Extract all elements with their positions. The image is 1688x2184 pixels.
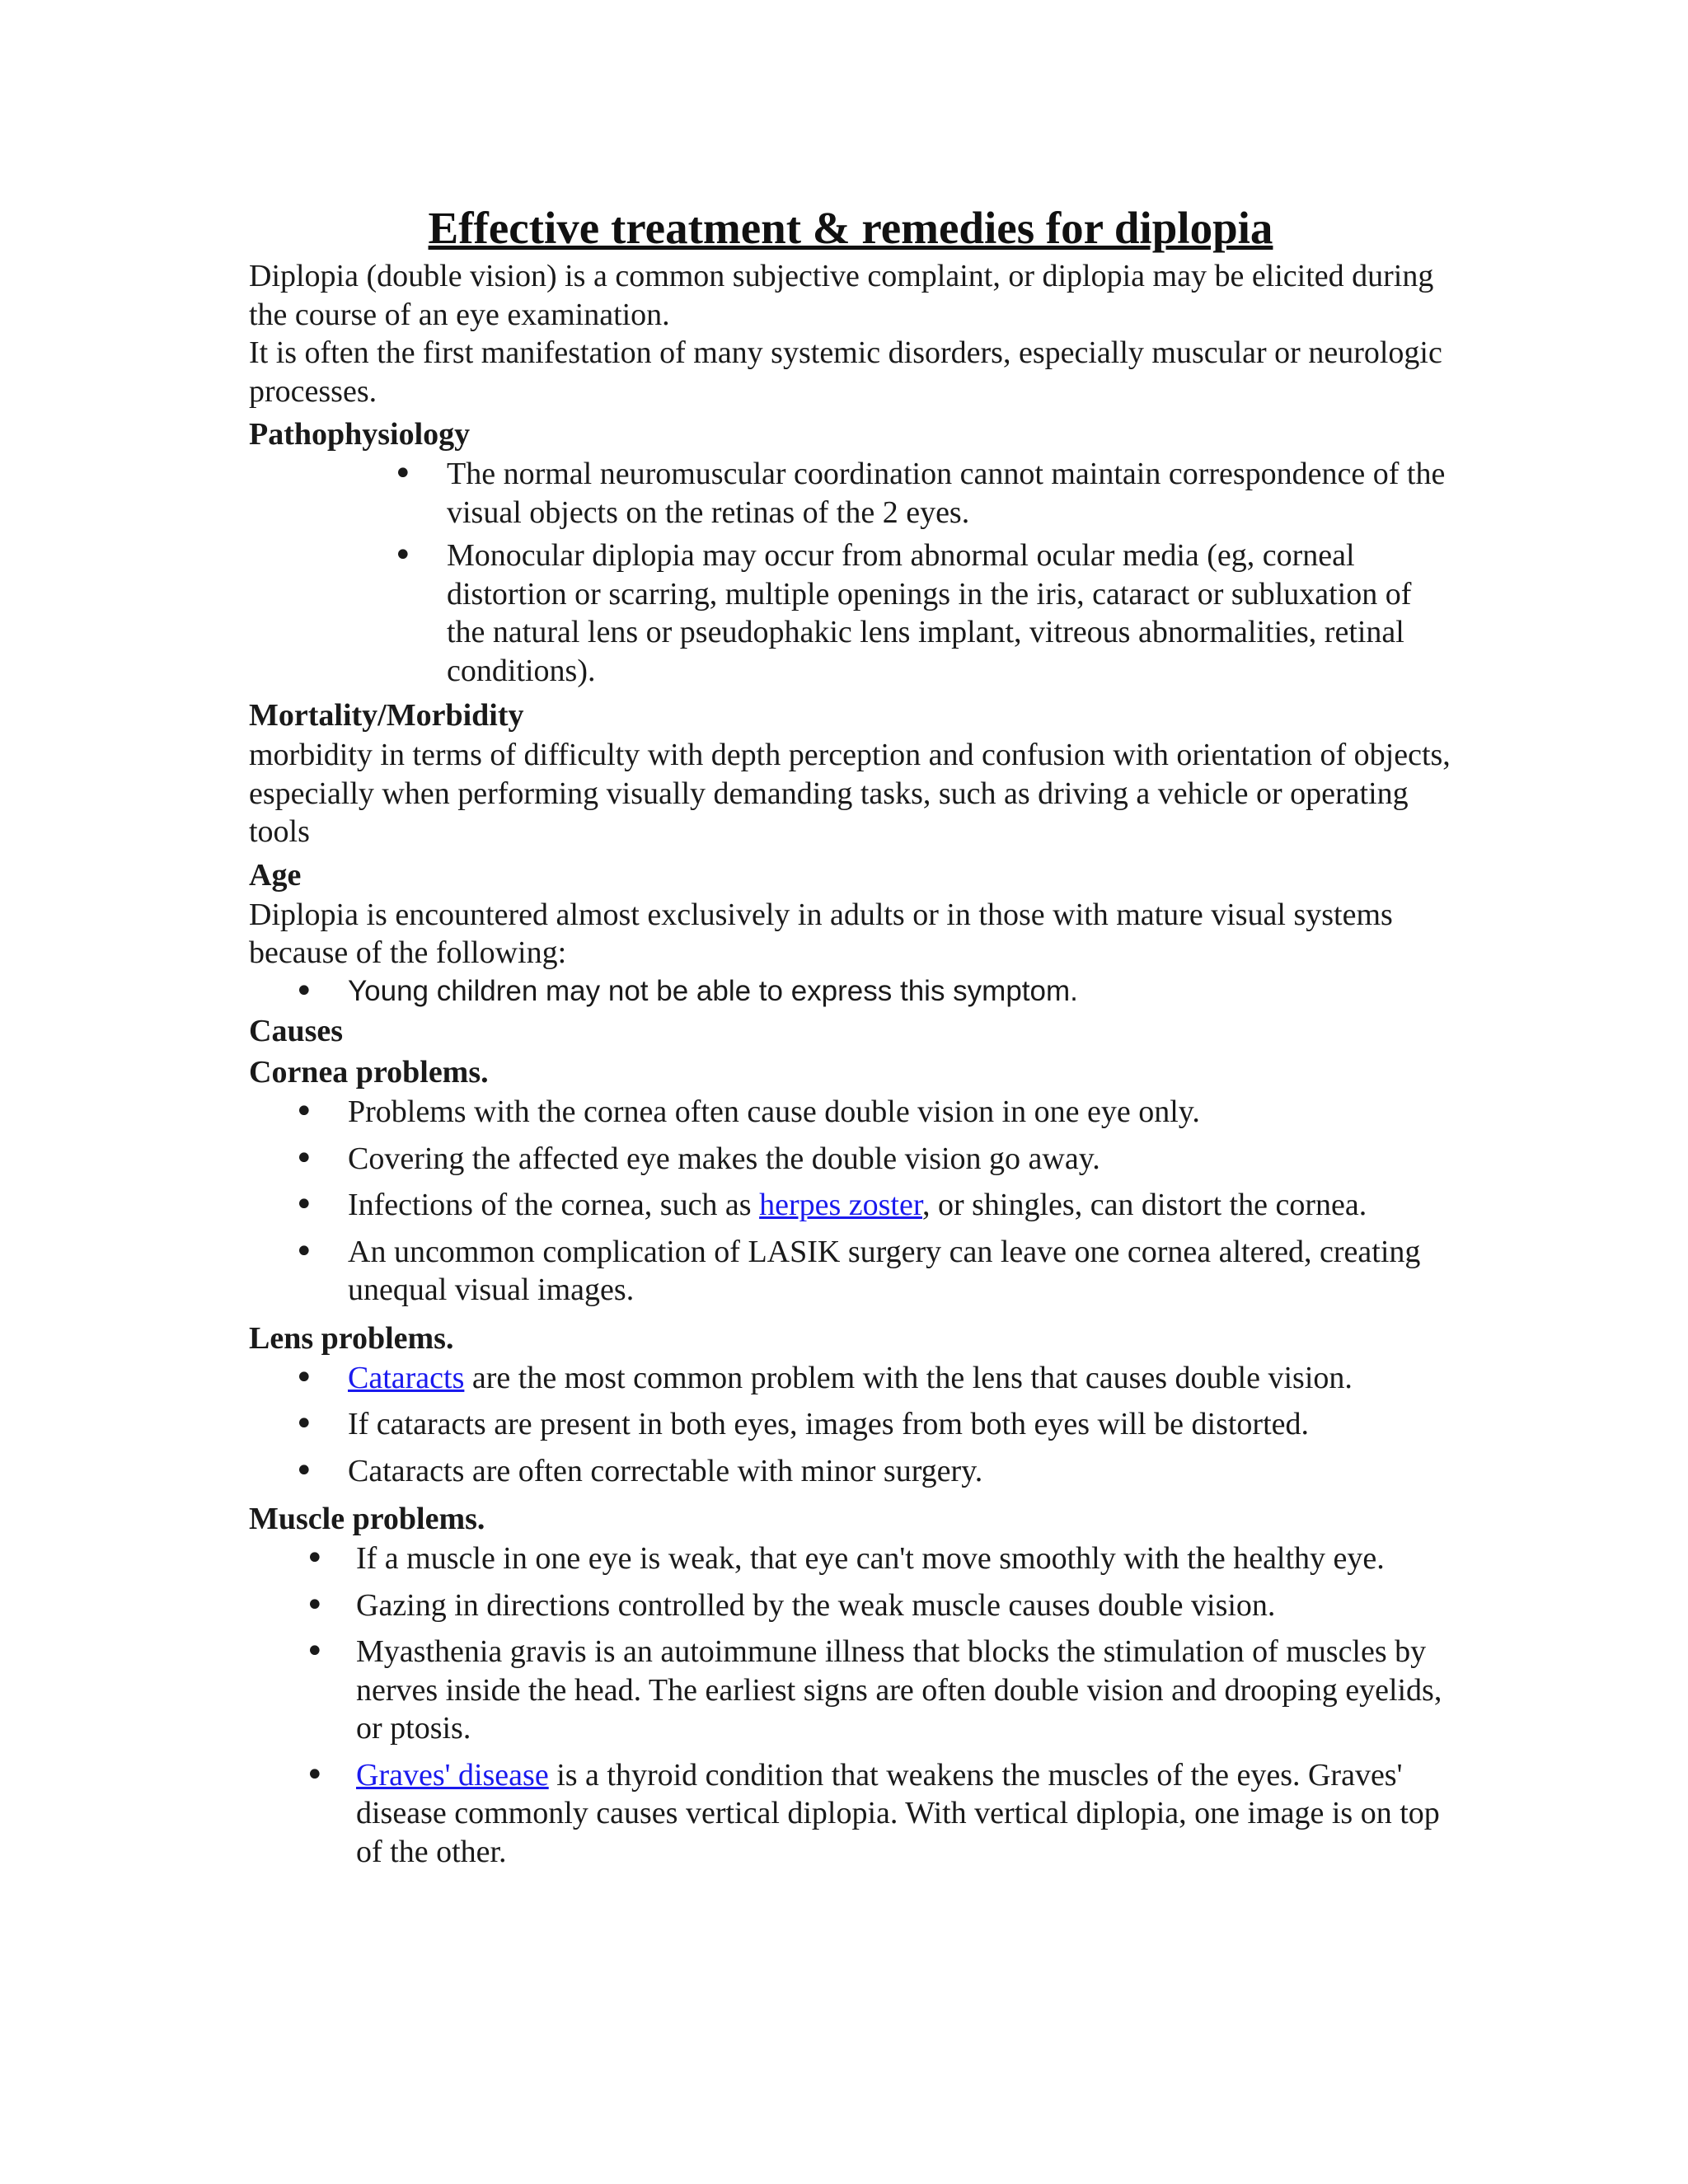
lens-heading: Lens problems. (249, 1320, 454, 1356)
list-item: • If cataracts are present in both eyes, images from both eyes will be distorted. (249, 1405, 1452, 1444)
list-item: • The normal neuromuscular coordination cannot maintain correspondence of the visual objects on the retinas of the 2 eyes. (249, 455, 1452, 532)
lens-list (249, 1359, 1452, 1491)
list-item-text: is a thyroid condition that weakens the muscles of the eyes. Graves' disease commonly causes vertical diplopia. With vertical diplopia, one image is on top of the other. (356, 1757, 1440, 1869)
list-item: • Gazing in directions controlled by the weak muscle causes double vision. (249, 1586, 1452, 1625)
cornea-list (249, 1093, 1452, 1310)
list-item (249, 1756, 1452, 1872)
muscle-list (249, 1540, 1452, 1871)
list-item: • Problems with the cornea often cause double vision in one eye only. (249, 1093, 1452, 1132)
intro-paragraph-2: It is often the first manifestation of many systemic disorders, especially muscular or neurologic processes. (249, 335, 1442, 409)
list-item: • Myasthenia gravis is an autoimmune illness that blocks the stimulation of muscles by nerves inside the head. The earliest signs are often double vision and drooping eyelids, or ptosis. (249, 1633, 1452, 1748)
herpes-zoster-link[interactable]: herpes zoster (759, 1188, 922, 1222)
list-item-text: are the most common problem with the lens that causes double vision. (464, 1360, 1353, 1395)
list-item: • If a muscle in one eye is weak, that eye can't move smoothly with the healthy eye. (249, 1540, 1452, 1578)
muscle-heading: Muscle problems. (249, 1502, 485, 1536)
list-item-text: , or shingles, can distort the cornea. (921, 1188, 1367, 1222)
mortality-paragraph: morbidity in terms of difficulty with depth perception and confusion with orientation of objects, especially when performing visually demanding tasks, such as driving a vehicle or operating tools (249, 738, 1451, 849)
list-item (249, 1186, 1452, 1225)
cataracts-link[interactable]: Cataracts (348, 1360, 465, 1395)
age-heading: Age (249, 857, 302, 893)
intro-paragraph-1: Diplopia (double vision) is a common subjective complaint, or diplopia may be elicited during the course of an eye examination. (249, 259, 1434, 332)
causes-heading: Causes (249, 1014, 344, 1048)
graves-disease-link[interactable]: Graves' disease (356, 1757, 549, 1793)
list-item-text: Infections of the cornea, such as (348, 1188, 760, 1222)
document-body (249, 201, 1452, 1879)
age-list (249, 972, 1452, 1011)
mortality-heading: Mortality/Morbidity (249, 698, 524, 733)
list-item: • An uncommon complication of LASIK surgery can leave one cornea altered, creating unequal visual images. (249, 1233, 1452, 1310)
list-item: • Monocular diplopia may occur from abnormal ocular media (eg, corneal distortion or scarring, multiple openings in the iris, cataract or subluxation of the natural lens or pseudophakic lens implant, vitreous abnormalities, retinal conditions). (249, 537, 1452, 690)
list-item: • Covering the affected eye makes the double vision go away. (249, 1140, 1452, 1179)
document-title: Effective treatment & remedies for diplopia (428, 203, 1273, 253)
pathophysiology-heading: Pathophysiology (249, 417, 471, 452)
list-item: • Young children may not be able to express this symptom. (249, 972, 1452, 1011)
pathophysiology-list (249, 455, 1452, 690)
list-item (249, 1359, 1452, 1398)
cornea-heading: Cornea problems. (249, 1055, 489, 1090)
list-item: • Cataracts are often correctable with minor surgery. (249, 1452, 1452, 1491)
age-paragraph: Diplopia is encountered almost exclusively in adults or in those with mature visual systems because of the following: (249, 897, 1393, 970)
